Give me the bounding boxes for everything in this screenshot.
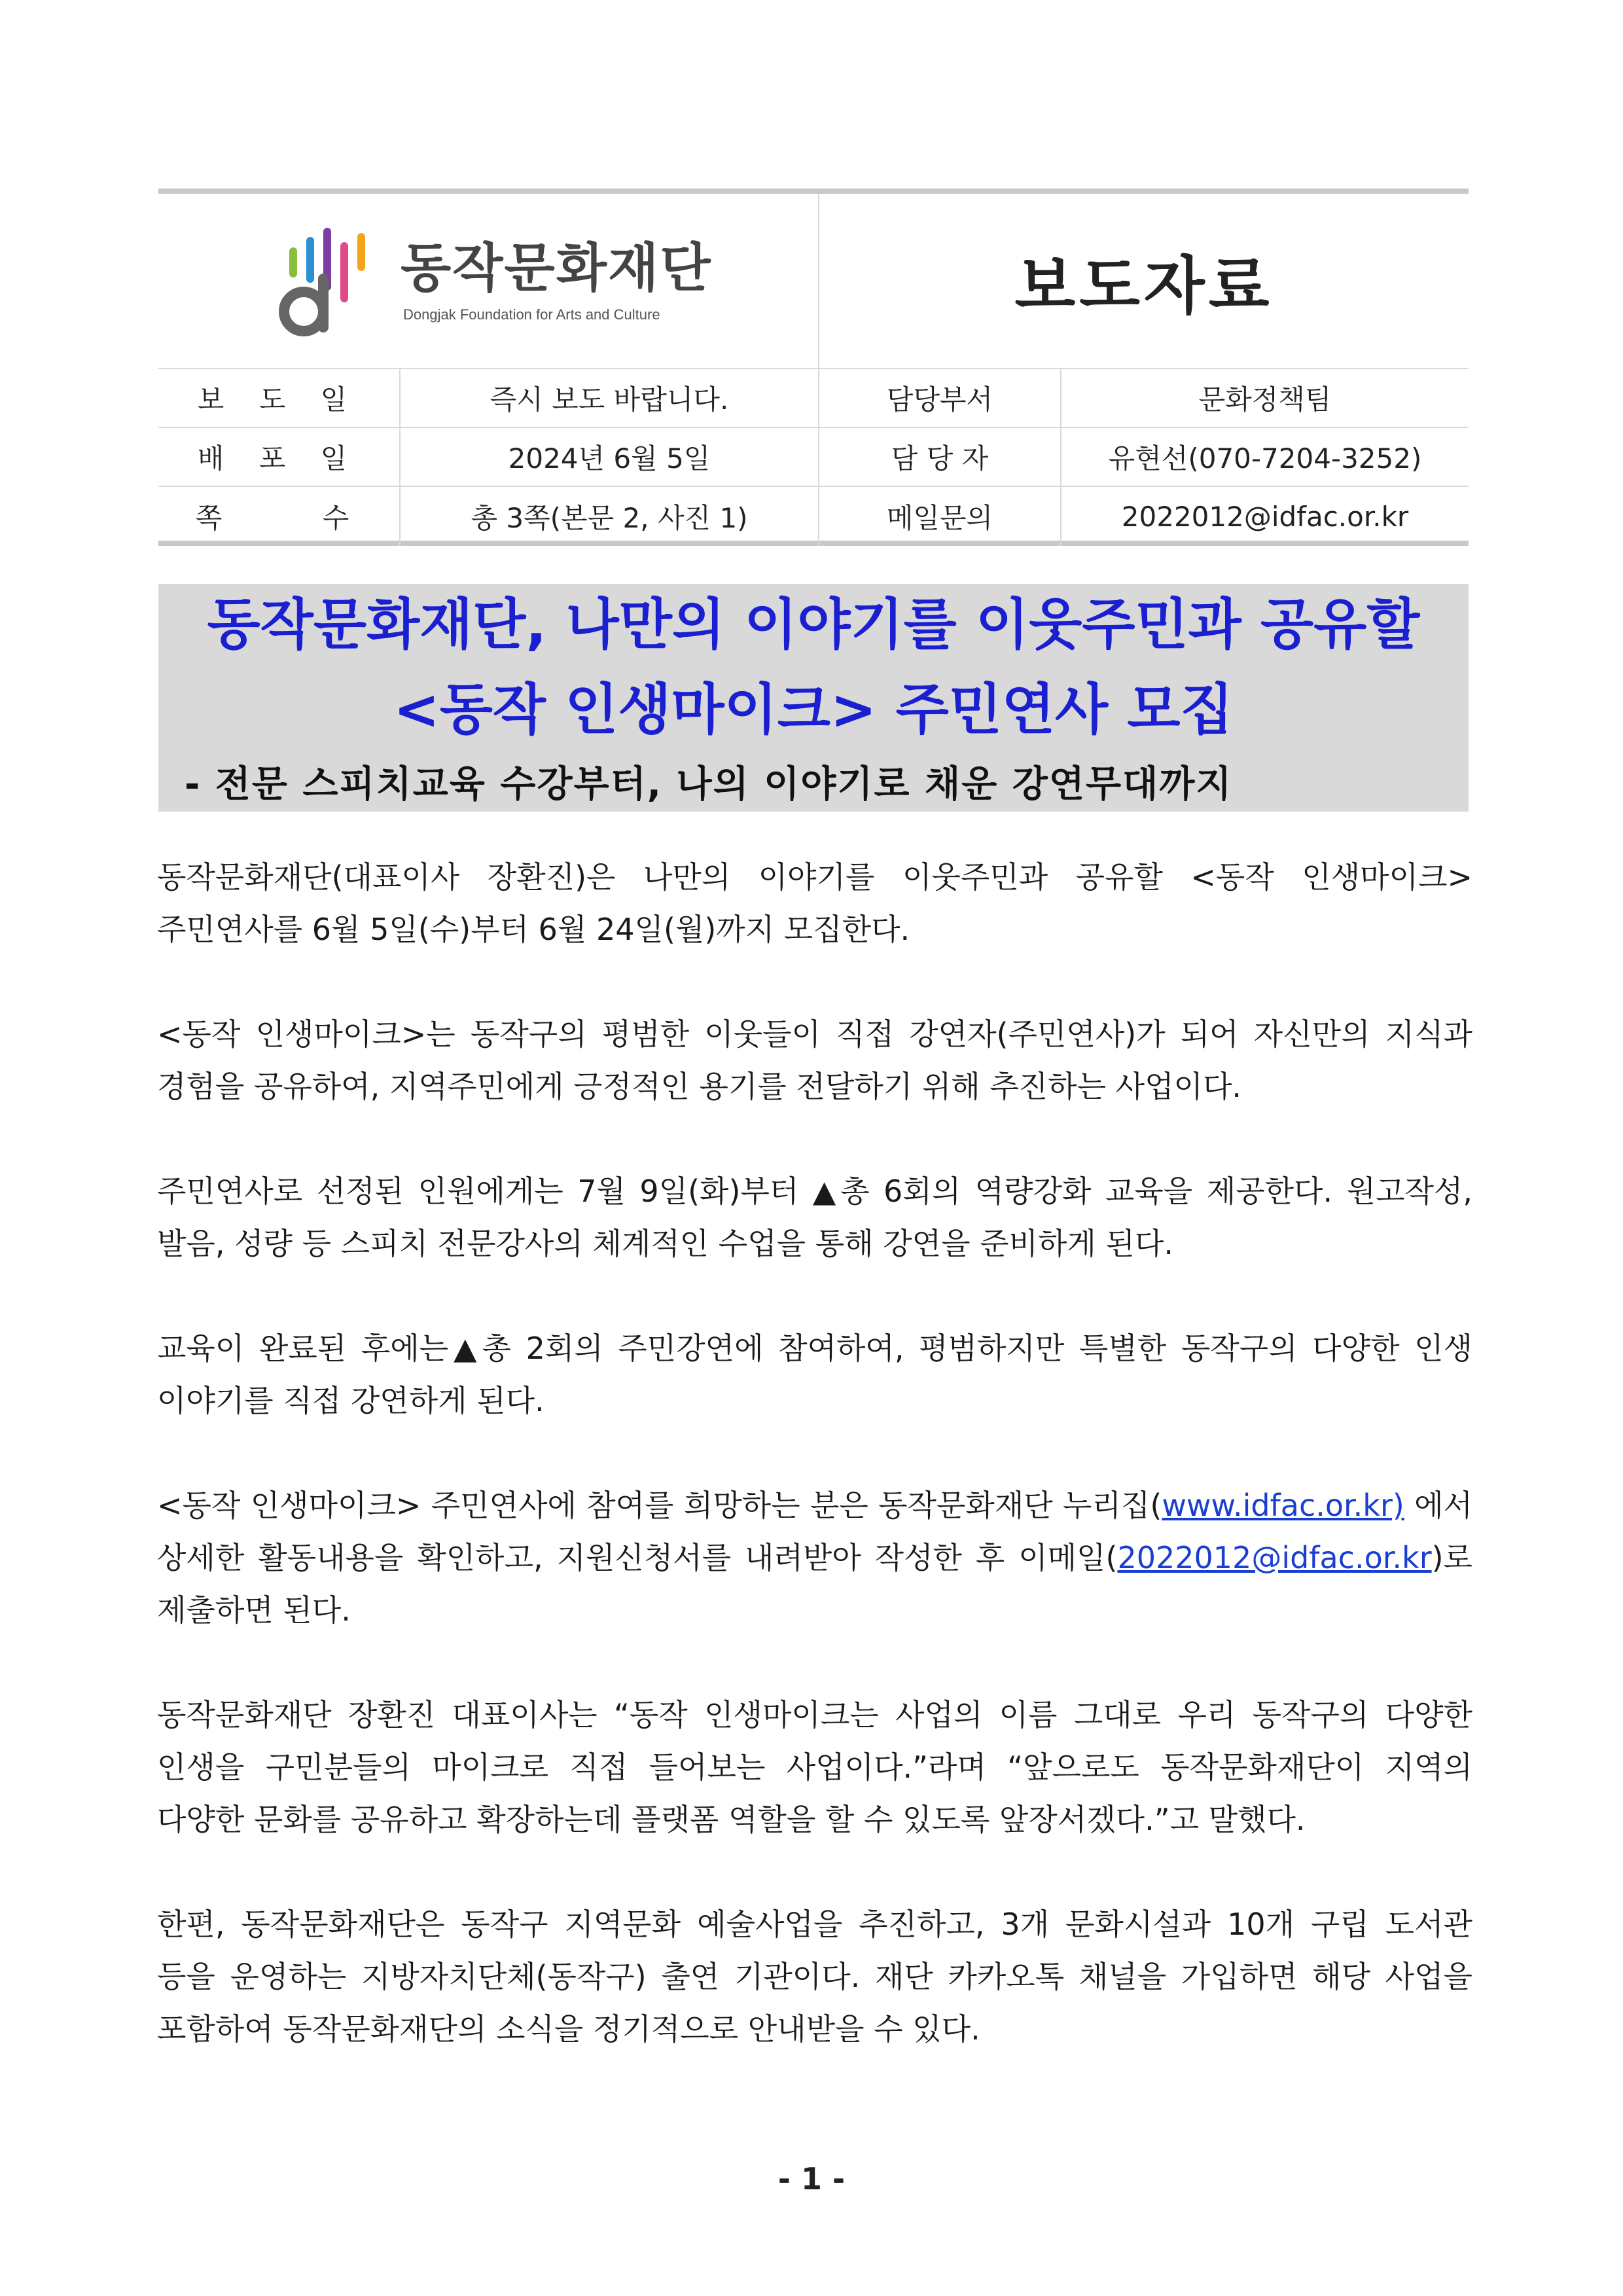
headline-box [158, 584, 1469, 812]
info-label: 메일문의 [819, 487, 1061, 546]
page-number: - 1 - [777, 2161, 846, 2197]
info-row-release-date [158, 369, 1469, 428]
paragraph-text-part: )로 제출하면 된다. [157, 1540, 1472, 1628]
foundation-logo-icon [275, 228, 373, 339]
org-name: 동작문화재단 [401, 238, 712, 298]
paragraph-text: <동작 인생마이크>는 동작구의 평범한 이웃들이 직접 강연자(주민연사)가 되어 자신만의 지식과 경험을 공유하여, 지역주민에게 긍정적인 용기를 전달하기 위해 추진하는 사업이다. [157, 1016, 1472, 1104]
headline-line-1: 동작문화재단, 나만의 이야기를 이웃주민과 공유할 [207, 592, 1420, 656]
paragraph-text: 동작문화재단 장환진 대표이사는 “동작 인생마이크는 사업의 이름 그대로 우리 동작구의 다양한 인생을 구민분들의 마이크로 직접 들어보는 사업이다.”라며 “앞으로도 동작문화재단이 지역의 다양한 문화를 공유하고 확장하는데 플랫폼 역할을 할 수 있도록 앞장서겠다.”고 말했다. [157, 1697, 1472, 1837]
paragraph-text: 한편, 동작문화재단은 동작구 지역문화 예술사업을 추진하고, 3개 문화시설과 10개 구립 도서관 등을 운영하는 지방자치단체(동작구) 출연 기관이다. 재단 카카오톡 채널을 가입하면 해당 사업을 포함하여 동작문화재단의 소식을 정기적으로 안내받을 수 있다. [157, 1907, 1472, 2047]
info-label: 쪽 수 [158, 487, 401, 546]
doc-type-title: 보도자료 [1014, 249, 1274, 323]
info-label: 담 당 자 [819, 428, 1061, 486]
email-link[interactable]: 2022012@idfac.or.kr [1117, 1540, 1432, 1575]
header-top-row [158, 194, 1469, 369]
contact-email[interactable]: 2022012@idfac.or.kr [1121, 500, 1409, 533]
info-label: 배 포 일 [158, 428, 401, 486]
paragraph-text: 주민연사로 선정된 인원에게는 7월 9일(화)부터 ▲총 6회의 역량강화 교육을 제공한다. 원고작성, 발음, 성량 등 스피치 전문강사의 체계적인 수업을 통해 강연을 준비하게 된다. [157, 1174, 1472, 1261]
paragraph-text: 교육이 완료된 후에는▲총 2회의 주민강연에 참여하여, 평범하지만 특별한 동작구의 다양한 인생 이야기를 직접 강연하게 된다. [157, 1331, 1472, 1418]
subheadline: - 전문 스피치교육 수강부터, 나의 이야기로 채운 강연무대까지 [185, 763, 1233, 806]
logo-cell [158, 194, 819, 368]
info-value: 문화정책팀 [1198, 384, 1332, 416]
org-subtitle: Dongjak Foundation for Arts and Culture [403, 306, 660, 323]
info-label: 담당부서 [819, 369, 1061, 427]
info-row-pages [158, 487, 1469, 546]
header-table [158, 188, 1469, 546]
info-value: 2024년 6월 5일 [401, 428, 819, 486]
info-value: 유현선(070-7204-3252) [1108, 442, 1422, 475]
paragraph-text-part: 에서 상세한 활동내용을 확인하고, 지원신청서를 내려받아 작성한 후 이메일( [157, 1488, 1472, 1575]
doc-type-cell [819, 194, 1469, 368]
paragraph-text: 동작문화재단(대표이사 장환진)은 나만의 이야기를 이웃주민과 공유할 <동작 인생마이크> 주민연사를 6월 5일(수)부터 6월 24일(월)까지 모집한다. [157, 859, 1472, 947]
headline-line-2: <동작 인생마이크> 주민연사 모집 [393, 677, 1234, 742]
info-value: 즉시 보도 바랍니다. [401, 369, 819, 427]
paragraph-text [157, 1479, 1472, 1636]
info-label: 보 도 일 [158, 369, 401, 427]
info-value: 총 3쪽(본문 2, 사진 1) [401, 487, 819, 546]
paragraph-text-part: <동작 인생마이크> 주민연사에 참여를 희망하는 분은 동작문화재단 누리집( [157, 1488, 1162, 1523]
info-row-distribution-date [158, 428, 1469, 487]
website-link[interactable]: www.idfac.or.kr) [1162, 1488, 1404, 1523]
